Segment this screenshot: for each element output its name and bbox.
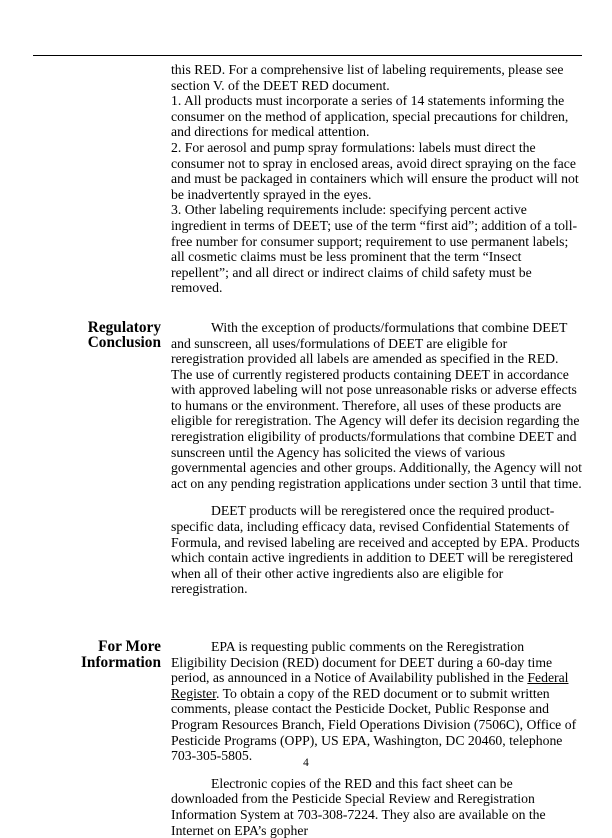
section-regulatory-conclusion-text — [171, 320, 582, 597]
section-spacer — [33, 597, 582, 627]
section-spacer — [33, 296, 582, 320]
paragraph-spacer — [171, 491, 582, 503]
paragraph: DEET products will be reregistered once the required product-specific data, including efficacy data, revised Confidential Statements of Formula, and revised labeling are received and accepted by EPA. Products which contain active ingredients in addition to DEET will be reregistered when all of their other active ingredients also are eligible for reregistration. — [171, 503, 580, 597]
section-heading-regulatory-conclusion — [33, 320, 171, 351]
heading-line: Conclusion — [87, 334, 161, 352]
section-regulatory-conclusion — [33, 320, 582, 597]
paragraph: Electronic copies of the RED and this fact sheet can be downloaded from the Pesticide Special Review and Reregistration Information System at 703-308-7224. They also are available on the Internet on EPA’s gopher — [171, 775, 546, 838]
paragraph: With the exception of products/formulations that combine DEET and sunscreen, all uses/formulations of DEET are eligible for reregistration provided all labels are amended as specified in the RED. The use of currently registered products containing DEET in accordance with approved labeling will not pose unreasonable risks or adverse effects to humans or the environment. Therefore, all uses of these products are eligible for reregistration. The Agency will defer its decision regarding the reregistration eligibility of products/formulations that combine DEET and sunscreen until the Agency has solicited the views of various governmental agencies and other groups. Additionally, the Agency will not act on any pending registration applications under section 3 until that time. — [171, 319, 582, 491]
heading-line: Regulatory — [87, 318, 161, 336]
section-intro-text — [171, 62, 582, 296]
section-for-more-information — [33, 639, 582, 838]
header-rule — [33, 55, 582, 56]
section-intro — [33, 62, 582, 296]
paragraph: this RED. For a comprehensive list of labeling requirements, please see section V. of the DEET RED document. — [171, 62, 564, 93]
page-number: 4 — [303, 757, 309, 769]
document-body — [33, 62, 582, 838]
paragraph: EPA is requesting public comments on the Reregistration Eligibility Decision (RED) document for DEET during a 60-day time period, as announced in a Notice of Availability published in the Federal Register. To obtain a copy of the RED document or to submit written comments, please contact the Pesticide Docket, Public Response and Program Resources Branch, Field Operations Division (7506C), Office of Pesticide Programs (OPP), US EPA, Washington, DC 20460, telephone 703-305-5805. — [171, 639, 577, 764]
paragraph: 2. For aerosol and pump spray formulations: labels must direct the consumer not to spray in enclosed areas, avoid direct spraying on the face and must be packaged in containers which will ensure the product will not be inadvertently sprayed in the eyes. — [171, 139, 579, 202]
heading-line: For More — [98, 638, 161, 655]
heading-line: Information — [80, 653, 161, 671]
paragraph: 3. Other labeling requirements include: specifying percent active ingredient in terms of DEET; use of the term “first aid”; addition of a toll-free number for consumer support; requirement to use permanent labels; all cosmetic claims must be less prominent that the term “Insect repellent”; and all direct or indirect claims of child safety must be removed. — [171, 202, 578, 296]
section-for-more-information-text — [171, 639, 582, 838]
paragraph: 1. All products must incorporate a series of 14 statements informing the consumer on the method of application, special precautions for children, and directions for medical attention. — [171, 93, 569, 140]
section-heading-for-more-information — [33, 639, 171, 670]
